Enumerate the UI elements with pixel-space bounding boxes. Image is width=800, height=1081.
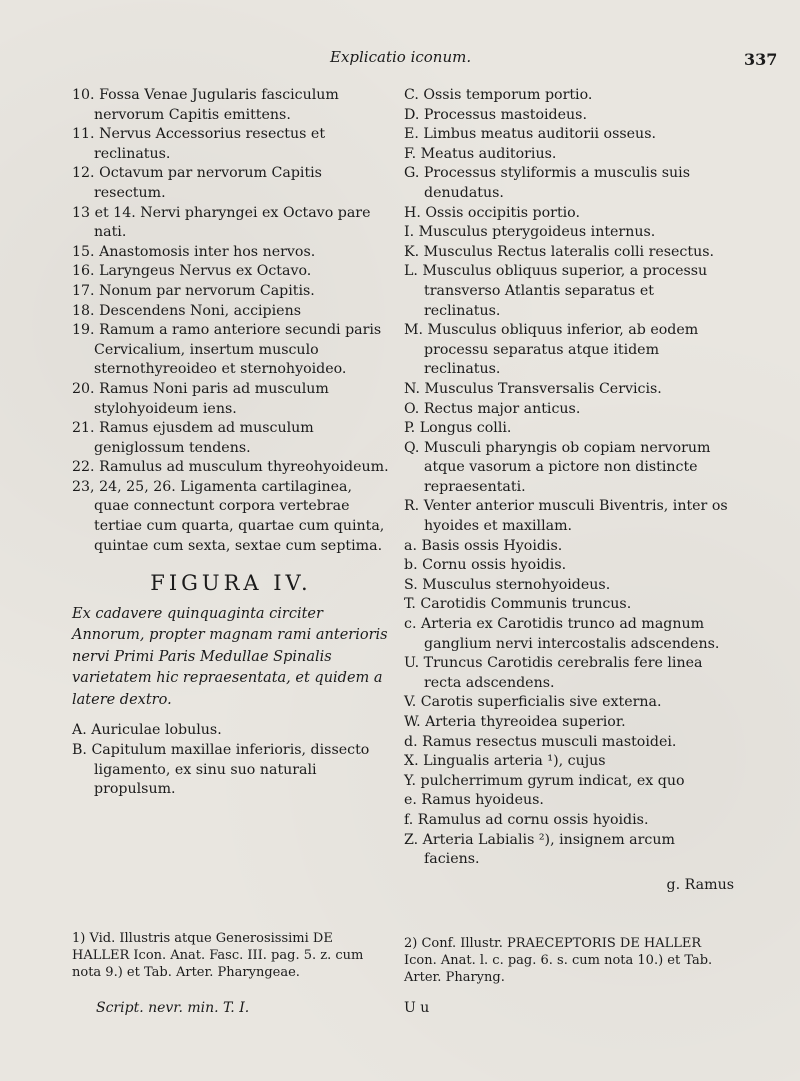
legend-entry: T. Carotidis Communis truncus. xyxy=(404,596,632,613)
legend-entry: 23, 24, 25, 26. Ligamenta cartilaginea, quae connectunt corpora vertebrae tertiae cum quarta, quartae cum quinta, quintae cum sexta, sextae cum septima. xyxy=(72,478,385,554)
legend-entry: Z. Arteria Labialis ²), insignem arcum faciens. xyxy=(404,831,675,868)
legend-entry: 10. Fossa Venae Jugularis fasciculum nervorum Capitis emittens. xyxy=(72,87,339,123)
legend-entry: a. Basis ossis Hyoidis. xyxy=(404,537,563,554)
left-column xyxy=(72,86,390,800)
legend-entry: I. Musculus pterygoideus internus. xyxy=(404,224,656,241)
figure-caption: Ex cadavere quinquaginta circiter Annorum, propter magnam rami anterioris nervi Primi Paris Medullae Spinalis varietatem hic repraesentata, et quidem a latere dextro. xyxy=(72,605,388,708)
legend-entry: U. Truncus Carotidis cerebralis fere linea recta adscendens. xyxy=(404,655,703,691)
running-head: Explicatio iconum. xyxy=(330,48,472,66)
legend-entry: Y. pulcherrimum gyrum indicat, ex quo xyxy=(404,772,685,789)
legend-entry: L. Musculus obliquus superior, a processu transverso Atlantis separatus et reclinatus. xyxy=(404,263,708,319)
legend-entry: 15. Anastomosis inter hos nervos. xyxy=(72,243,316,260)
legend-entry: K. Musculus Rectus lateralis colli resectus. xyxy=(404,243,715,260)
legend-entry: 13 et 14. Nervi pharyngei ex Octavo pare nati. xyxy=(72,204,371,241)
footnote-2 xyxy=(404,935,734,986)
legend-entry: R. Venter anterior musculi Biventris, inter os hyoides et maxillam. xyxy=(404,498,728,535)
legend-entry: S. Musculus sternohyoideus. xyxy=(404,576,611,593)
figure-heading: FIGURA IV. xyxy=(150,571,312,596)
legend-entry: 18. Descendens Noni, accipiens xyxy=(72,302,301,319)
legend-entry: 19. Ramum a ramo anteriore secundi paris Cervicalium, insertum musculo sternothyreoideo et sternohyoideo. xyxy=(72,322,382,378)
footnote-1 xyxy=(72,930,390,981)
legend-entry: N. Musculus Transversalis Cervicis. xyxy=(404,380,662,397)
legend-entry: F. Meatus auditorius. xyxy=(404,145,557,162)
legend-entry: 12. Octavum par nervorum Capitis resectum. xyxy=(72,165,322,201)
legend-entry: O. Rectus major anticus. xyxy=(404,400,581,417)
legend-entry: e. Ramus hyoideus. xyxy=(404,792,544,809)
legend-entry: H. Ossis occipitis portio. xyxy=(404,204,580,221)
legend-entry: f. Ramulus ad cornu ossis hyoidis. xyxy=(404,811,649,828)
legend-entry: d. Ramus resectus musculi mastoidei. xyxy=(404,733,677,750)
legend-entry: Q. Musculi pharyngis ob copiam nervorum atque vasorum a pictore non distincte repraesentati. xyxy=(404,439,711,495)
legend-entry: X. Lingualis arteria ¹), cujus xyxy=(404,753,606,770)
legend-entry: b. Cornu ossis hyoidis. xyxy=(404,557,567,574)
legend-entry: W. Arteria thyreoidea superior. xyxy=(404,714,626,730)
legend-entry: 11. Nervus Accessorius resectus et reclinatus. xyxy=(72,126,326,162)
legend-entry: G. Processus styliformis a musculis suis denudatus. xyxy=(404,165,691,201)
footnote-text: 2) Conf. Illustr. PRAECEPTORIS DE HALLER Icon. Anat. l. c. pag. 6. s. cum nota 10.) et Tab. Arter. Pharyng. xyxy=(404,936,713,985)
legend-entry: C. Ossis temporum portio. xyxy=(404,87,593,103)
legend-entry: B. Capitulum maxillae inferioris, dissecto ligamento, ex sinu suo naturali propulsum. xyxy=(72,741,370,798)
legend-entry: 16. Laryngeus Nervus ex Octavo. xyxy=(72,263,312,280)
legend-entry: 20. Ramus Noni paris ad musculum stylohyoideum iens. xyxy=(72,380,329,417)
legend-entry: 22. Ramulus ad musculum thyreohyoideum. xyxy=(72,459,389,476)
legend-entry: P. Longus colli. xyxy=(404,420,512,437)
footnote-text: 1) Vid. Illustris atque Generosissimi DE HALLER Icon. Anat. Fasc. III. pag. 5. z. cum nota 9.) et Tab. Arter. Pharyngeae. xyxy=(72,931,364,980)
legend-entry: E. Limbus meatus auditorii osseus. xyxy=(404,126,656,143)
legend-entry: M. Musculus obliquus inferior, ab eodem processu separatus atque itidem reclinatus. xyxy=(404,322,699,378)
legend-entry: A. Auriculae lobulus. xyxy=(72,722,222,739)
page-number: 337 xyxy=(744,50,778,69)
right-column xyxy=(404,86,734,910)
legend-entry: 21. Ramus ejusdem ad musculum geniglossum tendens. xyxy=(72,420,314,456)
catch-line: g. Ramus xyxy=(666,876,734,893)
legend-entry: c. Arteria ex Carotidis trunco ad magnum ganglium nervi intercostalis adscendens. xyxy=(404,616,720,652)
signature-mark: Script. nevr. min. T. I. xyxy=(96,1000,250,1016)
catchword: U u xyxy=(404,1000,430,1016)
legend-entry: 17. Nonum par nervorum Capitis. xyxy=(72,282,315,299)
legend-entry: V. Carotis superficialis sive externa. xyxy=(404,694,662,711)
legend-entry: D. Processus mastoideus. xyxy=(404,106,587,123)
